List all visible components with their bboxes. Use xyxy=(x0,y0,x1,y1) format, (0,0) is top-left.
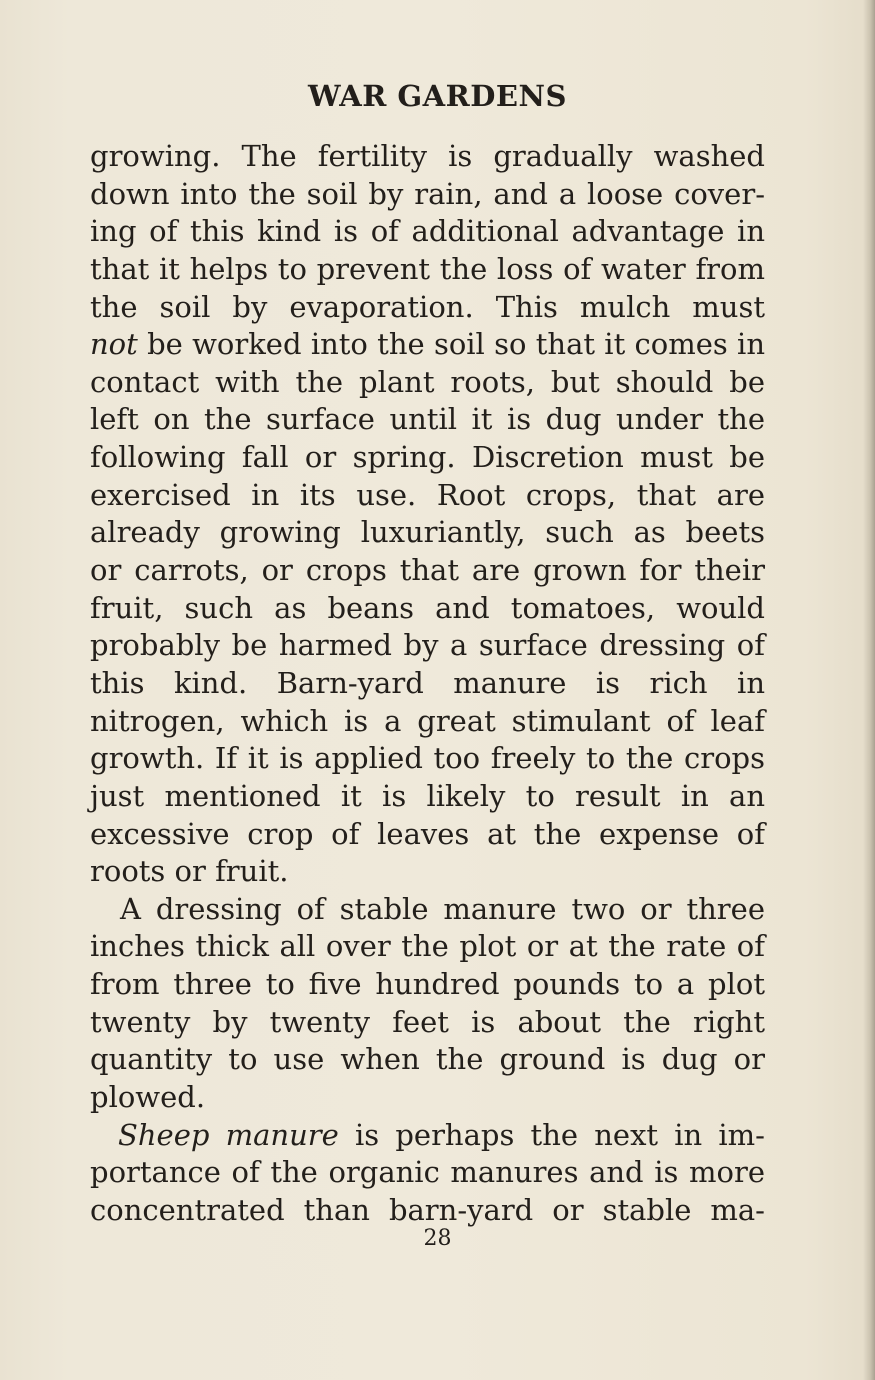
text-line xyxy=(90,326,765,364)
text-line: fruit, such as beans and tomatoes, would xyxy=(90,590,765,625)
text-line: ing of this kind is of additional advantage in xyxy=(90,214,765,249)
text-line-rest: be worked into the soil so that it comes in xyxy=(137,327,765,362)
page-number: 28 xyxy=(423,1226,452,1251)
body-text xyxy=(90,138,765,1230)
text-line xyxy=(90,1117,765,1155)
text-line: growing. The fertility is gradually washed xyxy=(90,139,765,173)
text-line: probably be harmed by a surface dressing of xyxy=(90,628,765,663)
text-line: plowed. xyxy=(90,1080,206,1115)
text-line: the soil by evaporation. This mulch must xyxy=(90,289,765,324)
text-line: excessive crop of leaves at the expense of xyxy=(90,816,765,851)
text-line: that it helps to prevent the loss of water from xyxy=(90,251,765,286)
page-edge-shadow xyxy=(863,0,875,1380)
text-line: portance of the organic manures and is more xyxy=(90,1155,765,1190)
text-line: concentrated than barn-yard or stable ma- xyxy=(90,1192,765,1227)
emphasis-sheep-manure: Sheep manure xyxy=(118,1117,339,1152)
text-line: twenty by twenty feet is about the right xyxy=(90,1004,765,1039)
text-line: growth. If it is applied too freely to the crops xyxy=(90,741,765,776)
text-line: already growing luxuriantly, such as beets xyxy=(90,515,765,550)
running-head: WAR GARDENS xyxy=(308,79,567,113)
text-line: quantity to use when the ground is dug or xyxy=(90,1042,765,1077)
text-line: left on the surface until it is dug under the xyxy=(90,402,765,437)
text-line: inches thick all over the plot or at the rate of xyxy=(90,929,765,964)
text-line: this kind. Barn-yard manure is rich in xyxy=(90,665,765,700)
text-line: nitrogen, which is a great stimulant of leaf xyxy=(90,703,765,738)
text-line: exercised in its use. Root crops, that are xyxy=(90,477,765,512)
text-line: or carrots, or crops that are grown for their xyxy=(90,553,765,588)
text-line: down into the soil by rain, and a loose cover- xyxy=(90,176,765,211)
text-line: just mentioned it is likely to result in an xyxy=(90,778,765,813)
text-line: from three to five hundred pounds to a plot xyxy=(90,967,765,1002)
text-line-rest: is perhaps the next in im- xyxy=(338,1117,765,1152)
text-line: roots or fruit. xyxy=(90,854,289,889)
text-line: A dressing of stable manure two or three xyxy=(120,891,765,926)
emphasis-not: not xyxy=(90,327,138,362)
text-line: following fall or spring. Discretion must be xyxy=(90,440,765,475)
text-line: contact with the plant roots, but should be xyxy=(90,364,765,399)
